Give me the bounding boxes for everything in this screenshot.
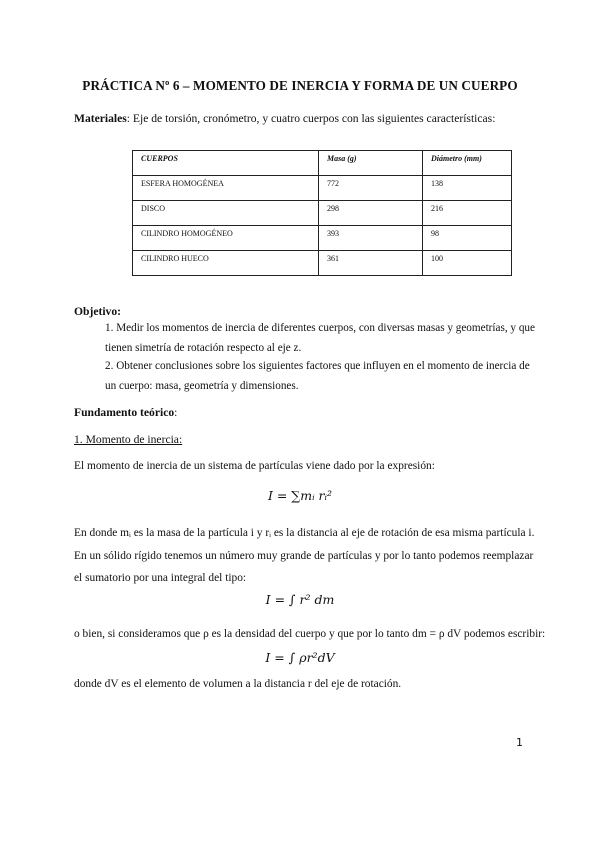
table-row [133,251,512,276]
table-header-row [133,151,512,176]
table-row [133,226,512,251]
section-heading: 1. Momento de inercia: [74,433,183,446]
materials-line [74,112,495,125]
table-cell: 361 [319,251,423,276]
formula-density-integral: I = ∫ ρr²dV [265,650,335,665]
table-cell: 138 [423,176,512,201]
paragraph: En donde mᵢ es la masa de la partícula i y rᵢ es la distancia al eje de rotación de esa misma partícula i. [74,527,535,539]
formula-integral: I = ∫ r² dm [265,592,335,607]
fundamento-heading [74,406,177,419]
paragraph: El momento de inercia de un sistema de partículas viene dado por la expresión: [74,460,435,472]
table-cell: 393 [319,226,423,251]
fundamento-heading-colon: : [174,406,178,419]
table-cell: CILINDRO HUECO [133,251,319,276]
materials-text: : Eje de torsión, cronómetro, y cuatro cuerpos con las siguientes características: [126,112,496,125]
table-header: CUERPOS [133,151,319,176]
objetivo-heading: Objetivo: [74,305,122,318]
properties-table [132,150,512,276]
fundamento-heading-text: Fundamento teórico [74,406,175,419]
table-cell: 100 [423,251,512,276]
page-title: PRÁCTICA Nº 6 – MOMENTO DE INERCIA Y FORMA DE UN CUERPO [82,78,518,93]
paragraph: o bien, si consideramos que ρ es la densidad del cuerpo y que por lo tanto dm = ρ dV podemos escribir: [74,628,546,640]
page-number: 1 [516,736,523,749]
objetivo-item: 1. Medir los momentos de inercia de diferentes cuerpos, con diversas masas y geometrías, y que tienen simetría de rotación respecto al eje z. [105,322,535,354]
table-cell: 298 [319,201,423,226]
table-cell: 98 [423,226,512,251]
table-header: Masa (g) [319,151,423,176]
materials-label: Materiales [74,112,127,125]
table-row [133,176,512,201]
table-cell: 216 [423,201,512,226]
formula-sum: I = ∑mᵢ rᵢ² [267,488,333,503]
table-cell: ESFERA HOMOGÉNEA [133,176,319,201]
table-row [133,201,512,226]
table-cell: DISCO [133,201,319,226]
paragraph: donde dV es el elemento de volumen a la distancia r del eje de rotación. [74,678,402,690]
objetivo-item: 2. Obtener conclusiones sobre los siguientes factores que influyen en el momento de inercia de un cuerpo: masa, geometría y dimensiones. [105,360,530,392]
table-cell: CILINDRO HOMOGÉNEO [133,226,319,251]
table-header: Diámetro (mm) [423,151,512,176]
paragraph: el sumatorio por una integral del tipo: [74,572,247,584]
table-cell: 772 [319,176,423,201]
paragraph: En un sólido rígido tenemos un número muy grande de partículas y por lo tanto podemos reemplazar [74,550,534,562]
